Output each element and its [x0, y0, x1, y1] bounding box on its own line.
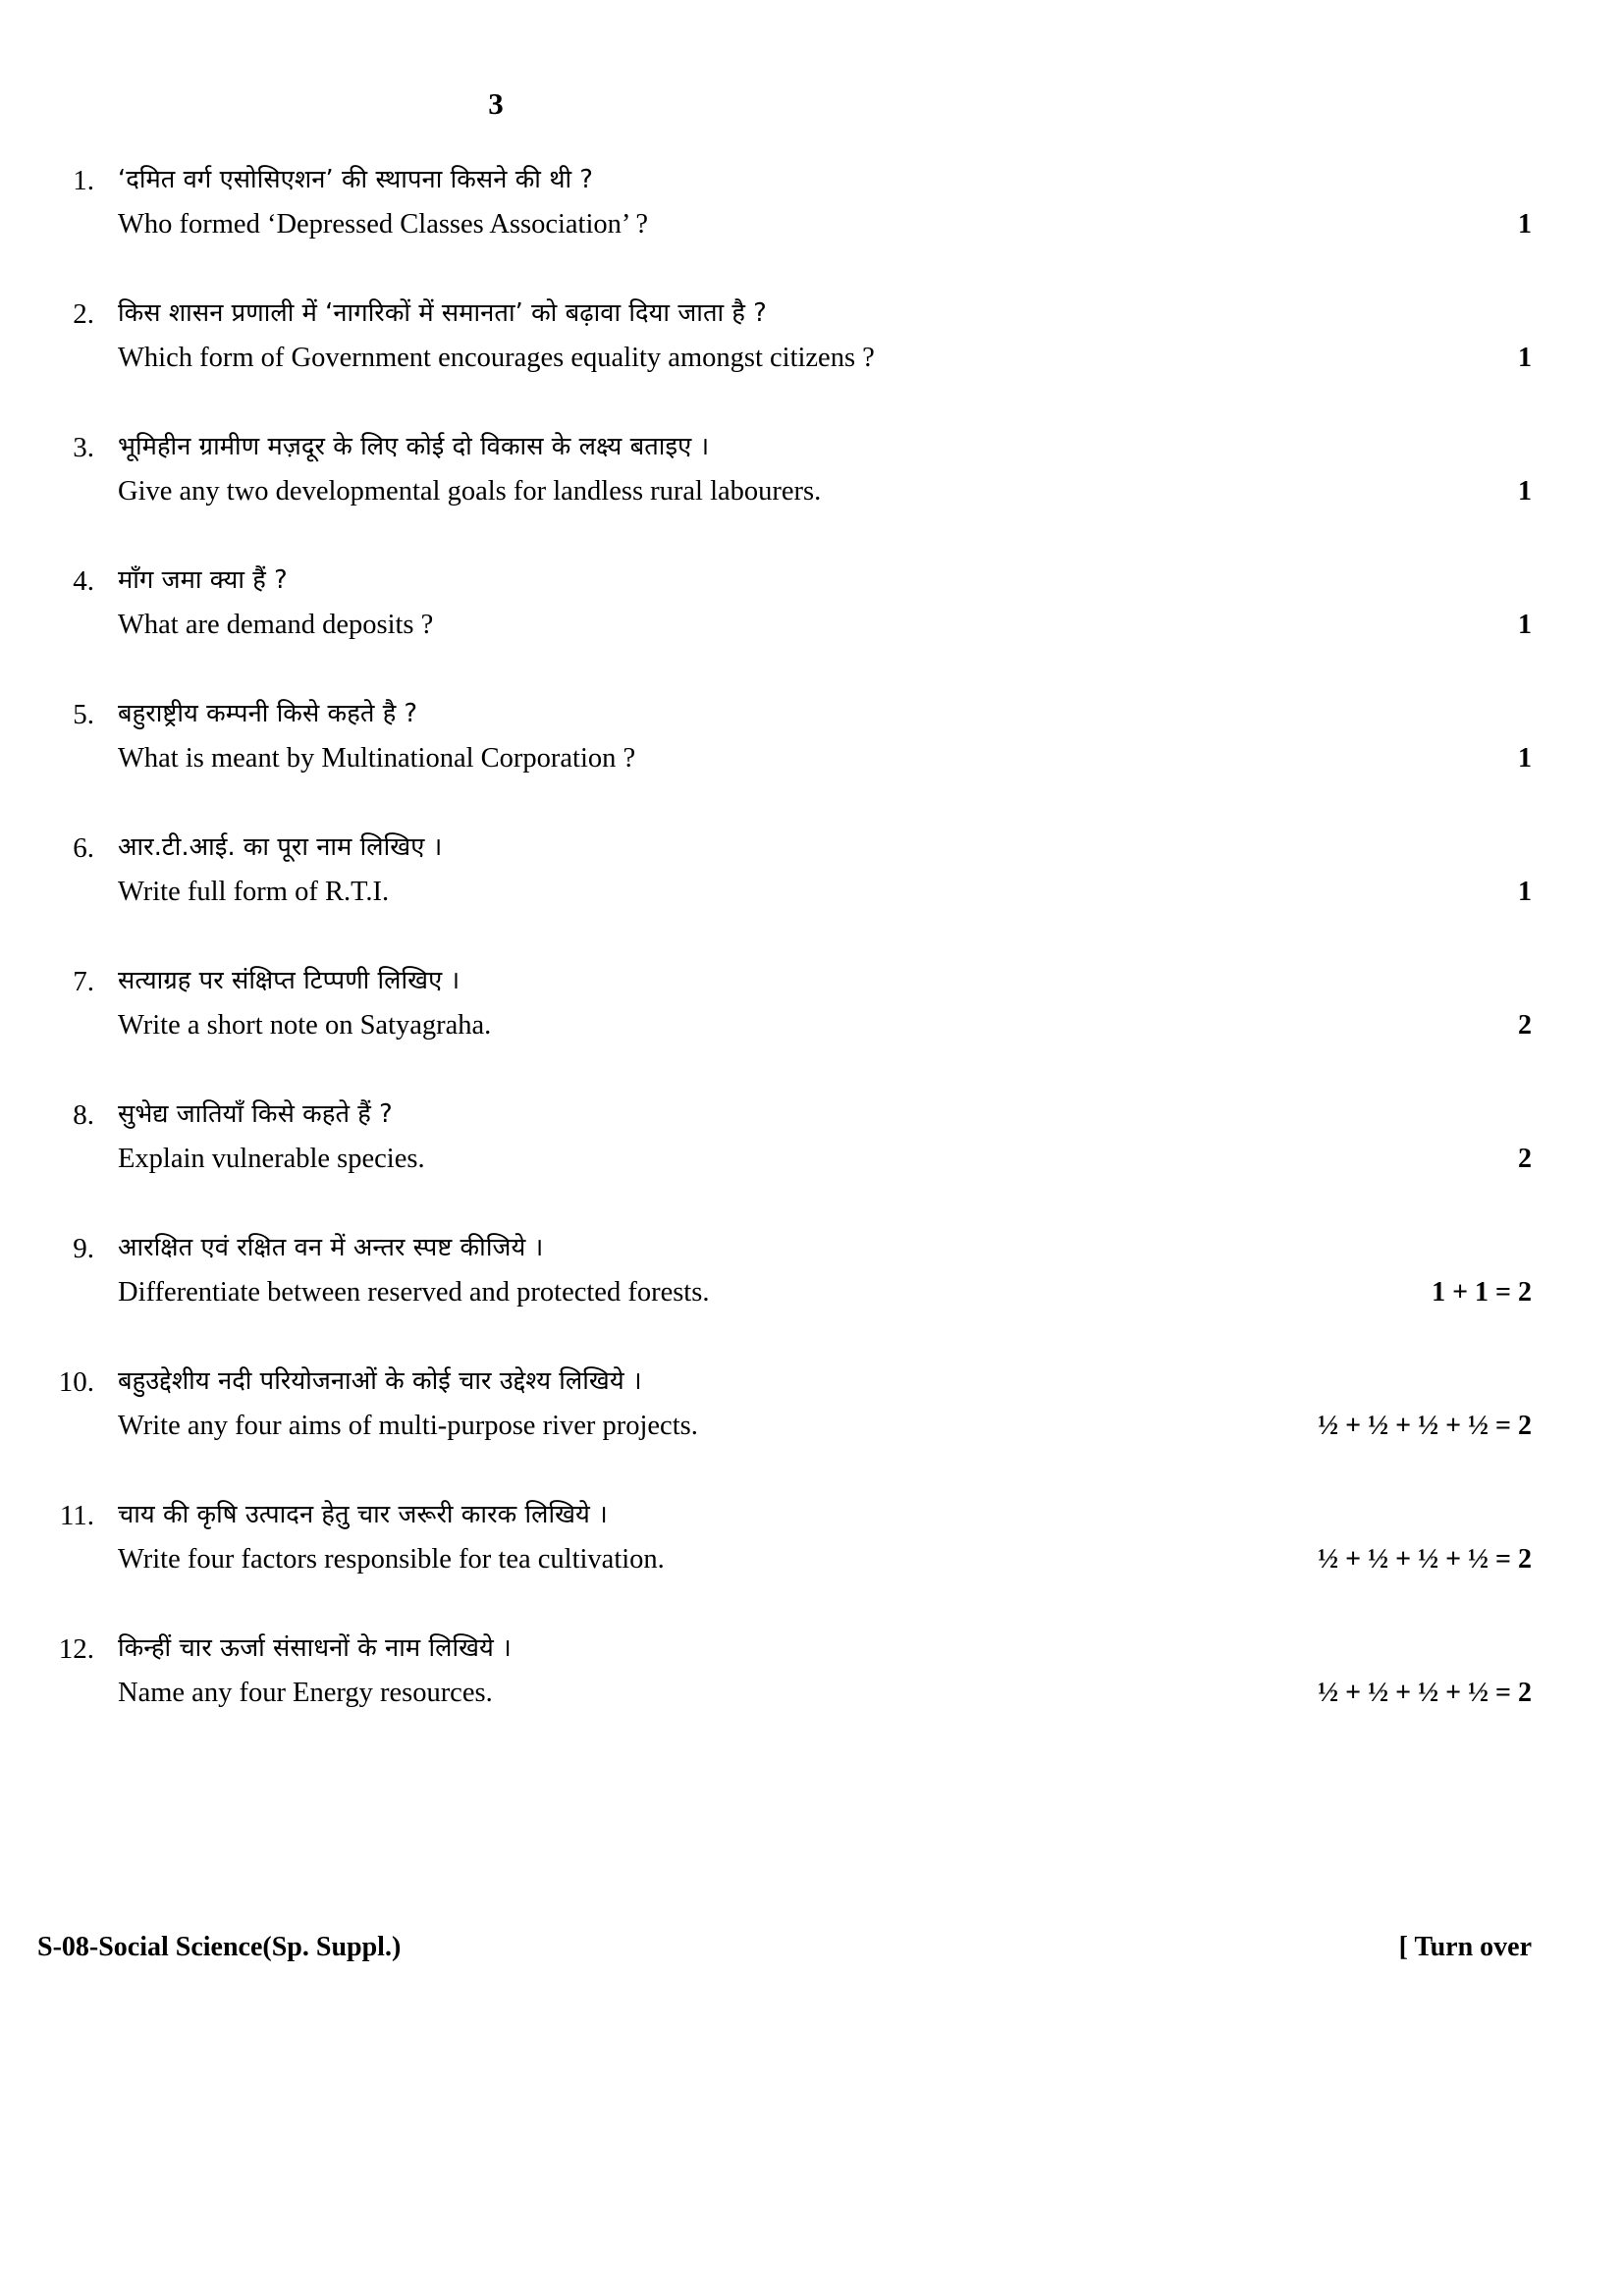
question-english-line	[118, 1270, 1532, 1315]
question-spacer	[0, 247, 1624, 291]
question-row	[0, 958, 1532, 1048]
question-english-line	[118, 736, 1532, 781]
question-body	[94, 291, 1532, 381]
turn-over-label: [ Turn over	[1398, 1932, 1532, 1962]
question-number: 8.	[73, 1099, 94, 1131]
question-marks: 1	[1518, 610, 1532, 640]
question-spacer	[0, 1048, 1624, 1092]
question-number: 9.	[73, 1233, 94, 1264]
question-row	[0, 1092, 1532, 1182]
question-english-line	[118, 1671, 1532, 1716]
question-english-line	[118, 469, 1532, 514]
page-footer	[37, 1932, 1532, 1963]
question-text-english: What are demand deposits ?	[118, 610, 434, 640]
question-english-line	[118, 1537, 1532, 1582]
question-hindi-line	[118, 1359, 1532, 1404]
question-body	[94, 825, 1532, 915]
question-spacer	[0, 514, 1624, 558]
question-text-english: What is meant by Multinational Corporation ?	[118, 743, 636, 774]
question-text-hindi: चाय की कृषि उत्पादन हेतु चार जरूरी कारक लिखिये ।	[118, 1500, 608, 1529]
question-hindi-line	[118, 958, 1532, 1003]
question-marks: 2	[1518, 1144, 1532, 1174]
question-hindi-line	[118, 1626, 1532, 1671]
question-body	[94, 157, 1532, 247]
question-hindi-line	[118, 1492, 1532, 1537]
question-text-hindi: भूमिहीन ग्रामीण मज़दूर के लिए कोई दो विकास के लक्ष्य बताइए ।	[118, 432, 710, 461]
question-number: 5.	[73, 699, 94, 730]
question-row	[0, 1225, 1532, 1315]
question-text-hindi: ‘दमित वर्ग एसोसिएशन’ की स्थापना किसने की थी ?	[118, 165, 594, 194]
question-row	[0, 825, 1532, 915]
question-text-hindi: आर.टी.आई. का पूरा नाम लिखिए ।	[118, 832, 443, 862]
question-hindi-line	[118, 157, 1532, 202]
question-marks: 1	[1518, 743, 1532, 774]
question-marks: 1	[1518, 343, 1532, 373]
paper-code: S-08-Social Science(Sp. Suppl.)	[37, 1932, 402, 1962]
question-row	[0, 558, 1532, 648]
question-text-english: Write full form of R.T.I.	[118, 877, 390, 907]
question-text-english: Write any four aims of multi-purpose river projects.	[118, 1411, 698, 1441]
question-marks: ½ + ½ + ½ + ½ = 2	[1318, 1678, 1532, 1708]
question-hindi-line	[118, 1092, 1532, 1137]
question-body	[94, 1225, 1532, 1315]
question-number: 2.	[73, 298, 94, 330]
question-number: 7.	[73, 966, 94, 997]
question-row	[0, 1492, 1532, 1582]
question-text-hindi: सत्याग्रह पर संक्षिप्त टिप्पणी लिखिए ।	[118, 966, 460, 995]
question-text-hindi: आरक्षित एवं रक्षित वन में अन्तर स्पष्ट कीजिये ।	[118, 1233, 544, 1262]
question-english-line	[118, 1003, 1532, 1048]
question-body	[94, 1092, 1532, 1182]
question-number: 4.	[73, 565, 94, 597]
question-body	[94, 424, 1532, 514]
question-hindi-line	[118, 691, 1532, 736]
question-english-line	[118, 870, 1532, 915]
question-text-hindi: बहुराष्ट्रीय कम्पनी किसे कहते है ?	[118, 699, 418, 728]
question-hindi-line	[118, 825, 1532, 870]
question-english-line	[118, 202, 1532, 247]
question-number: 10.	[58, 1366, 94, 1398]
question-text-english: Who formed ‘Depressed Classes Association’ ?	[118, 209, 649, 240]
question-row	[0, 1626, 1532, 1716]
question-text-hindi: किन्हीं चार ऊर्जा संसाधनों के नाम लिखिये ।	[118, 1633, 512, 1663]
question-spacer	[0, 1315, 1624, 1359]
question-hindi-line	[118, 424, 1532, 469]
question-marks: 2	[1518, 1010, 1532, 1041]
question-marks: ½ + ½ + ½ + ½ = 2	[1318, 1411, 1532, 1441]
question-body	[94, 1492, 1532, 1582]
question-text-english: Explain vulnerable species.	[118, 1144, 425, 1174]
question-row	[0, 157, 1532, 247]
question-text-english: Which form of Government encourages equality amongst citizens ?	[118, 343, 875, 373]
question-list	[0, 157, 1624, 1716]
question-body	[94, 691, 1532, 781]
question-marks: ½ + ½ + ½ + ½ = 2	[1318, 1544, 1532, 1575]
question-english-line	[118, 1137, 1532, 1182]
page-number: 3	[488, 86, 504, 121]
question-number: 6.	[73, 832, 94, 864]
question-text-english: Give any two developmental goals for landless rural labourers.	[118, 476, 822, 507]
question-text-english: Write four factors responsible for tea cultivation.	[118, 1544, 665, 1575]
question-hindi-line	[118, 291, 1532, 336]
question-spacer	[0, 915, 1624, 958]
question-spacer	[0, 1182, 1624, 1225]
question-marks: 1	[1518, 476, 1532, 507]
question-text-hindi: बहुउद्देशीय नदी परियोजनाओं के कोई चार उद्देश्य लिखिये ।	[118, 1366, 642, 1396]
question-english-line	[118, 336, 1532, 381]
question-body	[94, 958, 1532, 1048]
question-spacer	[0, 381, 1624, 424]
question-spacer	[0, 781, 1624, 825]
question-number: 3.	[73, 432, 94, 463]
question-body	[94, 1626, 1532, 1716]
question-text-hindi: किस शासन प्रणाली में ‘नागरिकों में समानता’ को बढ़ावा दिया जाता है ?	[118, 298, 767, 328]
question-marks: 1 + 1 = 2	[1432, 1277, 1532, 1308]
question-marks: 1	[1518, 877, 1532, 907]
question-row	[0, 1359, 1532, 1449]
question-text-english: Write a short note on Satyagraha.	[118, 1010, 492, 1041]
question-number: 12.	[58, 1633, 94, 1665]
question-row	[0, 424, 1532, 514]
question-hindi-line	[118, 1225, 1532, 1270]
question-spacer	[0, 648, 1624, 691]
question-spacer	[0, 1449, 1624, 1492]
question-row	[0, 291, 1532, 381]
question-text-hindi: माँग जमा क्या हैं ?	[118, 565, 288, 595]
question-marks: 1	[1518, 209, 1532, 240]
question-number: 11.	[59, 1500, 94, 1531]
question-spacer	[0, 1582, 1624, 1626]
question-number: 1.	[73, 165, 94, 196]
question-body	[94, 558, 1532, 648]
question-text-english: Differentiate between reserved and protected forests.	[118, 1277, 710, 1308]
question-text-hindi: सुभेद्य जातियाँ किसे कहते हैं ?	[118, 1099, 393, 1129]
question-english-line	[118, 1404, 1532, 1449]
question-hindi-line	[118, 558, 1532, 603]
question-body	[94, 1359, 1532, 1449]
question-text-english: Name any four Energy resources.	[118, 1678, 493, 1708]
question-row	[0, 691, 1532, 781]
question-english-line	[118, 603, 1532, 648]
